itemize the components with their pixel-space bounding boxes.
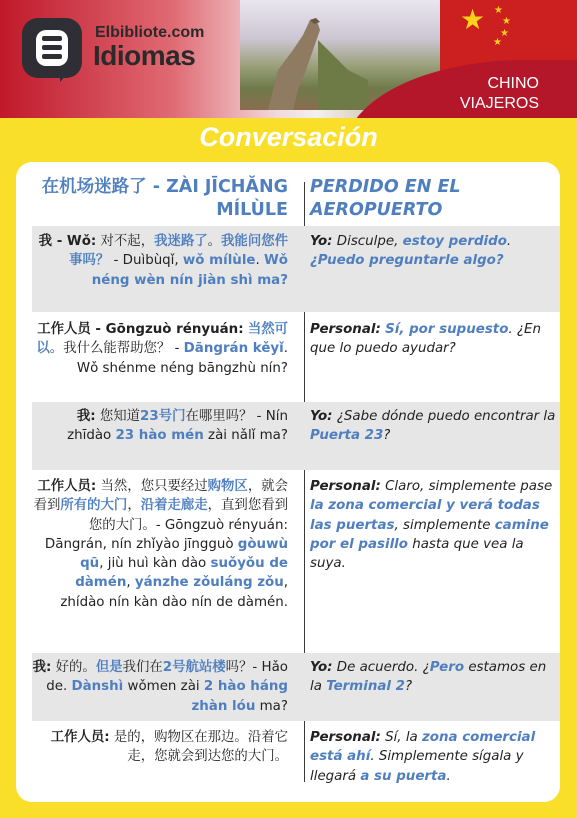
highlighted-phrase: la zona comercial y verá todas las puertas (310, 498, 540, 533)
dialogue-text: wǒmen zài (123, 679, 204, 695)
highlighted-phrase: yánzhe zǒuláng zǒu (134, 575, 284, 591)
dialogue-text: 您知道 (95, 409, 141, 424)
dialogue-text: ，就会看到 (33, 479, 288, 514)
dialogue-text: , simplemente (394, 517, 495, 533)
heading-spanish: PERDIDO EN EL AEROPUERTO (310, 177, 461, 220)
great-wall-illustration (258, 10, 368, 110)
line-spanish (294, 658, 560, 721)
line-chinese (32, 477, 294, 654)
dialogue-row (32, 226, 560, 312)
highlighted-phrase: 我能问您件事吗？ (69, 234, 288, 269)
speaker-label: 工作人员 - Gōngzuò rényuán: (37, 322, 244, 337)
highlighted-phrase: camine por el pasillo (310, 517, 549, 552)
dialogue-text: 对不起， (96, 234, 155, 249)
dialogue-text: ¿Sabe dónde puedo encontrar la (332, 409, 556, 424)
line-chinese (32, 658, 294, 721)
highlighted-phrase: 所有的大门 (60, 498, 128, 514)
line-spanish (294, 407, 560, 470)
dialogue-text: 是的，购物区在那边。沿着它走，您就会到达您的大门。 (109, 730, 288, 765)
dialogue-row (32, 726, 560, 792)
dialogue-text: Claro, simplemente pase (380, 479, 553, 494)
highlighted-phrase: 沿着走廊走 (140, 498, 208, 514)
highlighted-phrase: 我迷路了 (154, 234, 208, 249)
flag-star-icon: ★ (502, 16, 511, 27)
dialogue-text: 。我什么能帮助您？ - (49, 341, 184, 357)
dialogue-text: ，直到您看到您的大门。- Gōngzuò rényuán: Dāngrán, nín zhǐyào jīngguò (44, 498, 288, 552)
highlighted-phrase: zona comercial está ahí (310, 730, 536, 765)
dialogue-text: zài nǎlǐ ma? (203, 428, 288, 444)
dialogue-text: Disculpe, (332, 234, 403, 249)
highlighted-phrase: Dànshì (71, 679, 124, 695)
dialogue-text: ? (404, 679, 413, 695)
highlighted-phrase: Wǒ néng wèn nín jiàn shì ma? (91, 253, 288, 288)
line-spanish (294, 728, 560, 792)
dialogue-text: ? (383, 428, 391, 444)
highlighted-phrase: 23号门 (140, 409, 186, 424)
highlighted-phrase: 2 hào háng zhàn lóu (191, 679, 288, 714)
header-banner (0, 0, 577, 118)
line-chinese (32, 320, 294, 397)
flag-star-icon: ★ (500, 28, 509, 39)
highlighted-phrase: estoy perdido (402, 234, 507, 249)
dialogue-text: . ¿En que lo puedo ayudar? (310, 322, 541, 357)
language-tag: CHINO (487, 75, 539, 92)
heading-row (32, 176, 560, 222)
dialogue-text: , zhídào nín kàn dào nín de dàmén. (60, 575, 288, 610)
speaker-label: 我: (32, 660, 52, 675)
line-chinese (32, 407, 294, 470)
dialogue-text: 当然，您只要经过 (96, 479, 208, 494)
highlighted-phrase: a su puerta (360, 768, 447, 784)
speaker-label: 工作人员: (50, 730, 110, 745)
highlighted-phrase: Sí, por supuesto (385, 322, 509, 337)
conversation-card (16, 162, 560, 802)
line-spanish (294, 477, 560, 654)
logo-brand-name: Idiomas (93, 40, 196, 71)
highlighted-phrase: 购物区 (207, 479, 248, 494)
speaker-label: Yo: (310, 409, 333, 424)
topic-tag: VIAJEROS (459, 95, 539, 112)
dialogue-text: . Simplemente sígala y llegará (310, 749, 524, 784)
dialogue-text: . (506, 234, 512, 249)
speaker-label: Personal: (310, 322, 381, 337)
highlighted-phrase: 2号航站楼 (162, 660, 226, 675)
dialogue-text: 我们在 (122, 660, 163, 675)
highlighted-phrase: Terminal 2 (326, 679, 405, 695)
dialogue-text: De acuerdo. ¿ (332, 660, 430, 675)
dialogue-text: . Wǒ shénme néng bāngzhù nín? (76, 341, 288, 376)
speaker-label: Personal: (310, 730, 381, 745)
line-spanish (294, 232, 560, 312)
dialogue-text: - Duìbùqǐ, (109, 253, 183, 269)
highlighted-phrase: 但是 (95, 660, 123, 675)
highlighted-phrase: Puerta 23 (310, 428, 384, 444)
highlighted-phrase: Pero (429, 660, 465, 675)
highlighted-phrase: 23 hào mén (115, 428, 204, 444)
flag-star-icon: ★ (493, 37, 502, 48)
dialogue-row (32, 474, 560, 654)
dialogue-text: estamos en la (310, 660, 547, 695)
logo-site-name: Elbibliote.com (95, 24, 205, 41)
highlighted-phrase: wǒ mílùle (182, 253, 256, 269)
dialogue-text: . (446, 768, 451, 784)
dialogue-text: Sí, la (380, 730, 423, 745)
line-chinese (32, 232, 294, 312)
line-spanish (294, 320, 560, 397)
highlighted-phrase: Dāngrán kěyǐ (183, 341, 284, 357)
page-title: Conversación (199, 122, 378, 152)
speaker-label: Yo: (310, 234, 333, 249)
dialogue-text: 吗？- Hǎo de. (46, 660, 288, 695)
speaker-label: Personal: (310, 479, 381, 494)
speaker-label: 工作人员: (37, 479, 97, 494)
dialogue-text: ， (127, 498, 141, 514)
highlighted-phrase: 当然可以 (36, 322, 288, 357)
dialogue-text: 。 (207, 234, 222, 249)
line-chinese (32, 728, 294, 792)
highlighted-phrase: suǒyǒu de dàmén (75, 556, 288, 591)
dialogue-text: , (126, 575, 135, 591)
dialogue-row (32, 402, 560, 470)
dialogue-text: 在哪里吗？ - Nín zhīdào (67, 409, 288, 444)
highlighted-phrase: ¿Puedo preguntarle algo? (310, 253, 504, 269)
flag-star-icon: ★ (494, 5, 503, 16)
dialogue-row (32, 653, 560, 721)
dialogue-text: , jiù huì kàn dào (99, 556, 211, 572)
speaker-label: 我 - Wǒ: (38, 234, 97, 249)
dialogue-text: ma? (255, 698, 288, 714)
highlighted-phrase: gòuwù qū (80, 536, 288, 572)
heading-chinese: 在机场迷路了 - ZÀI JĪCHĂNG MÍLÙLE (41, 177, 288, 220)
dialogue-row (32, 317, 560, 397)
speaker-label: Yo: (310, 660, 333, 675)
speaker-label: 我: (76, 409, 96, 424)
dialogue-text: hasta que vea la suya. (310, 536, 524, 572)
flag-star-icon: ★ (460, 3, 486, 36)
dialogue-text: . (255, 253, 265, 269)
dialogue-text: 好的。 (51, 660, 96, 675)
